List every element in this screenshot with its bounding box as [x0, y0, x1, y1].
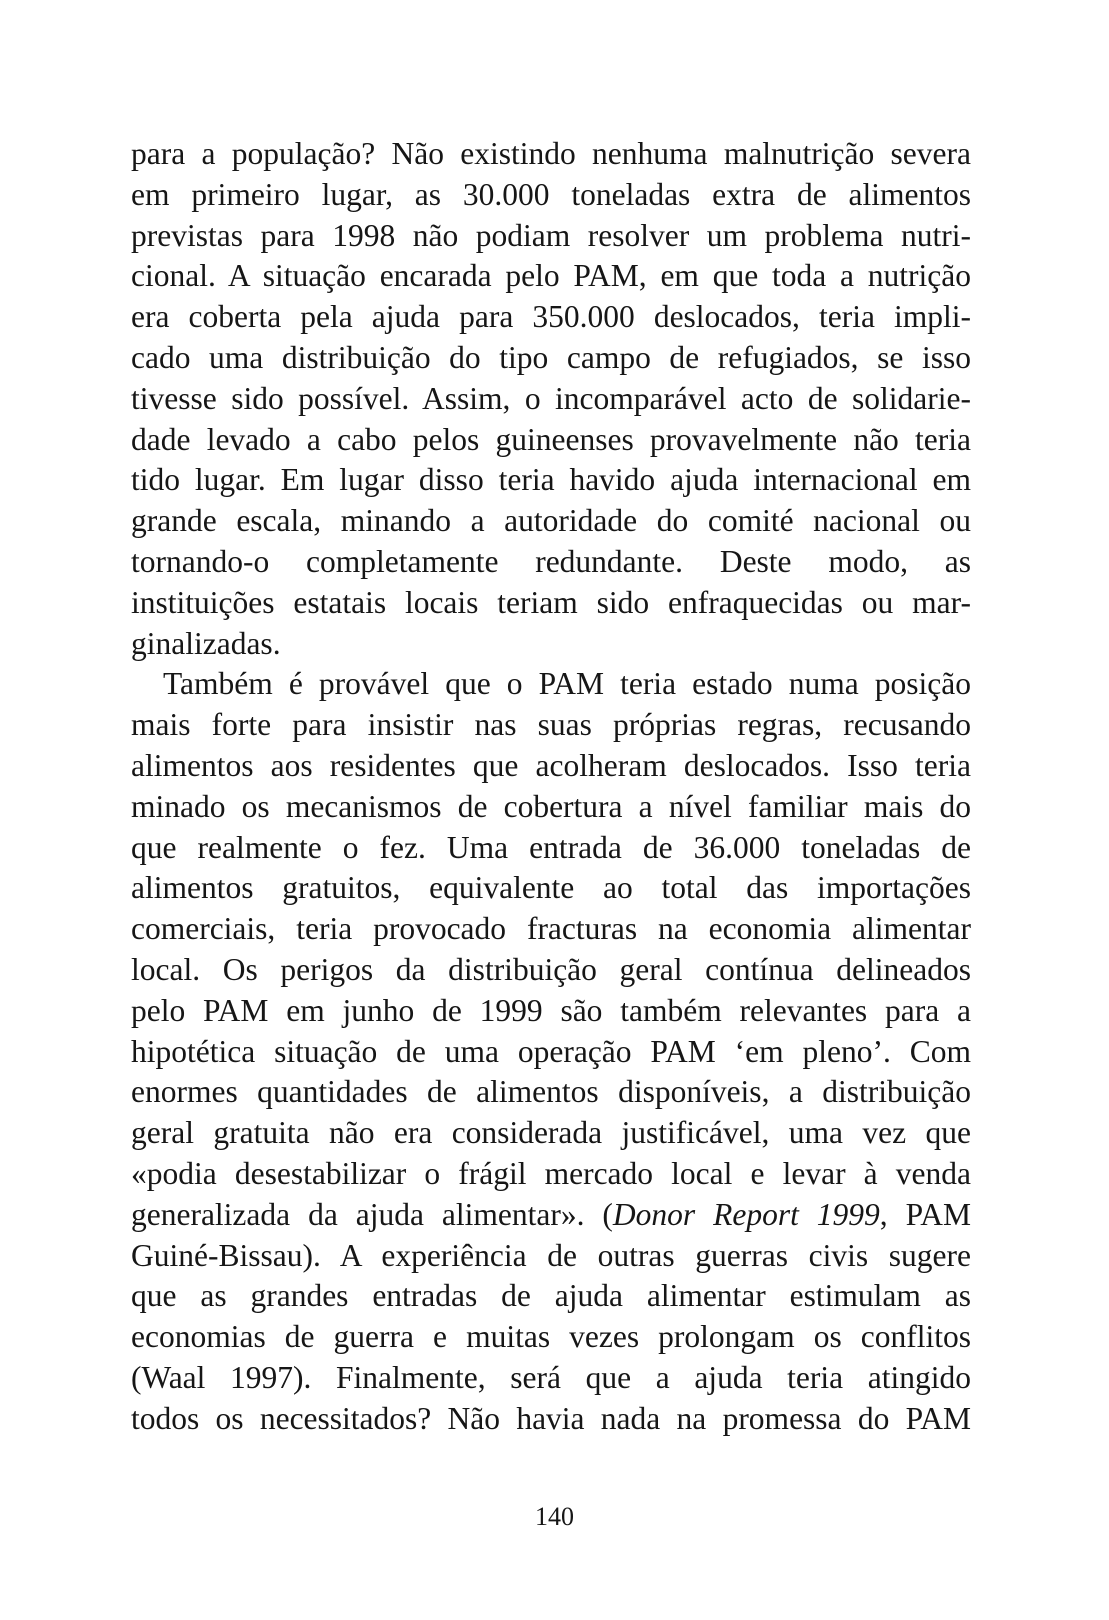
text-line-25: geral gratuita não era considerada justificável, uma vez que: [131, 1115, 971, 1151]
text-line-17: minado os mecanismos de cobertura a nível familiar mais do: [131, 788, 971, 824]
text-line-15: mais forte para insistir nas suas próprias regras, recusando: [131, 707, 971, 743]
text-line-22: pelo PAM em junho de 1999 são também relevantes para a: [131, 992, 971, 1028]
text-line-19: alimentos gratuitos, equivalente ao total das importações: [131, 870, 971, 906]
text-line-16: alimentos aos residentes que acolheram deslocados. Isso teria: [131, 747, 971, 783]
text-line-27-end: , PAM: [879, 1196, 971, 1232]
text-line-18: que realmente o fez. Uma entrada de 36.000 toneladas de: [131, 829, 971, 865]
text-line-11: tornando-o completamente redundante. Deste modo, as: [131, 543, 971, 579]
text-line-5: era coberta pela ajuda para 350.000 deslocados, teria impli-: [131, 299, 971, 335]
text-line-24: enormes quantidades de alimentos disponíveis, a distribuição: [131, 1074, 971, 1110]
text-line-29: que as grandes entradas de ajuda alimentar estimulam as: [131, 1278, 971, 1314]
page-number: 140: [535, 1502, 574, 1531]
page-body-text: [131, 134, 971, 1440]
text-line-23: hipotética situação de uma operação PAM ‘em pleno’. Com: [131, 1033, 971, 1069]
text-line-32: todos os necessitados? Não havia nada na promessa do PAM: [131, 1400, 971, 1436]
text-line-21: local. Os perigos da distribuição geral contínua delineados: [131, 951, 971, 987]
text-line-27-start: generalizada da ajuda alimentar». (: [131, 1196, 613, 1232]
text-line-31: (Waal 1997). Finalmente, será que a ajuda teria atingido: [131, 1359, 971, 1395]
text-line-12: instituições estatais locais teriam sido enfraquecidas ou mar-: [131, 584, 971, 620]
text-line-1: para a população? Não existindo nenhuma malnutrição severa: [131, 136, 971, 171]
text-line-2: em primeiro lugar, as 30.000 toneladas extra de alimentos: [131, 176, 971, 212]
text-line-9: tido lugar. Em lugar disso teria havido ajuda internacional em: [131, 462, 971, 498]
text-line-20: comerciais, teria provocado fracturas na economia alimentar: [131, 911, 971, 947]
citation-title: Donor Report 1999: [612, 1196, 880, 1232]
text-line-3: previstas para 1998 não podiam resolver um problema nutri-: [131, 217, 971, 253]
text-line-8: dade levado a cabo pelos guineenses provavelmente não teria: [131, 421, 971, 457]
text-line-10: grande escala, minando a autoridade do comité nacional ou: [131, 503, 971, 539]
text-line-28: Guiné-Bissau). A experiência de outras guerras civis sugere: [131, 1237, 971, 1273]
text-line-13: ginalizadas.: [131, 625, 281, 661]
text-line-4: cional. A situação encarada pelo PAM, em que toda a nutrição: [131, 258, 971, 294]
text-line-7: tivesse sido possível. Assim, o incomparável acto de solidarie-: [131, 380, 971, 416]
text-line-14: Também é provável que o PAM teria estado numa posição: [163, 666, 971, 702]
text-line-27: [131, 1195, 971, 1236]
text-line-30: economias de guerra e muitas vezes prolongam os conflitos: [131, 1319, 971, 1355]
text-line-26: «podia desestabilizar o frágil mercado local e levar à venda: [131, 1155, 971, 1191]
text-line-6: cado uma distribuição do tipo campo de refugiados, se isso: [131, 339, 971, 375]
